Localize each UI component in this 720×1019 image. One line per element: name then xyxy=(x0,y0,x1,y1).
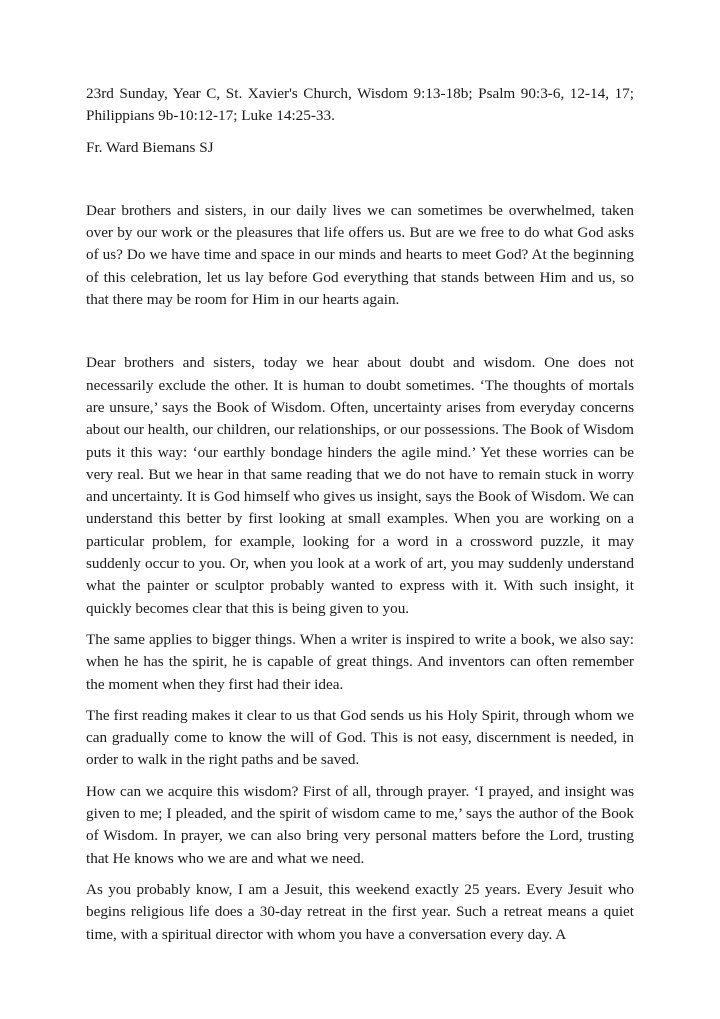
homily-paragraph: As you probably know, I am a Jesuit, this weekend exactly 25 years. Every Jesuit who begins religious life does a 30-day retreat in the first year. Such a retreat means a quiet time, with a spiritual director with whom you have a conversation every day. A xyxy=(86,880,634,943)
homily-paragraph: The first reading makes it clear to us that God sends us his Holy Spirit, through whom we can gradually come to know the will of God. This is not easy, discernment is needed, in order to walk in the right paths and be saved. xyxy=(86,706,634,769)
homily-paragraph: The same applies to bigger things. When a writer is inspired to write a book, we also say: when he has the spirit, he is capable of great things. And inventors can often remember the moment when they first had their idea. xyxy=(86,630,634,693)
introduction-paragraph: Dear brothers and sisters, in our daily lives we can sometimes be overwhelmed, taken over by our work or the pleasures that life offers us. But are we free to do what God asks of us? Do we have time and space in our minds and hearts to meet God? At the beginning of this celebration, let us lay before God everything that stands between Him and us, so that there may be room for Him in our hearts again. xyxy=(86,201,634,309)
homily-paragraph: How can we acquire this wisdom? First of all, through prayer. ‘I prayed, and insight was given to me; I pleaded, and the spirit of wisdom came to me,’ says the author of the Book of Wisdom. In prayer, we can also bring very personal matters before the Lord, trusting that He knows who we are and what we need. xyxy=(86,782,634,867)
homily-paragraph: Dear brothers and sisters, today we hear about doubt and wisdom. One does not necessarily exclude the other. It is human to doubt sometimes. ‘The thoughts of mortals are unsure,’ says the Book of Wisdom. Often, uncertainty arises from everyday concerns about our health, our children, our relationships, or our possessions. The Book of Wisdom puts it this way: ‘our earthly bondage hinders the agile mind.’ Yet these worries can be very real. But we hear in that same reading that we do not have to remain stuck in worry and uncertainty. It is God himself who gives us insight, says the Book of Wisdom. We can understand this better by first looking at small examples. When you are working on a particular problem, for example, looking for a word in a crossword puzzle, it may suddenly occur to you. Or, when you look at a work of art, you may suddenly understand what the painter or sculptor probably wanted to express with it. With such insight, it quickly becomes clear that this is being given to you. xyxy=(86,354,634,617)
document-page xyxy=(86,83,634,955)
readings-header: 23rd Sunday, Year C, St. Xavier's Church, Wisdom 9:13-18b; Psalm 90:3-6, 12-14, 17; Philippians 9b-10:12-17; Luke 14:25-33. xyxy=(86,85,634,125)
author-line: Fr. Ward Biemans SJ xyxy=(86,138,214,156)
